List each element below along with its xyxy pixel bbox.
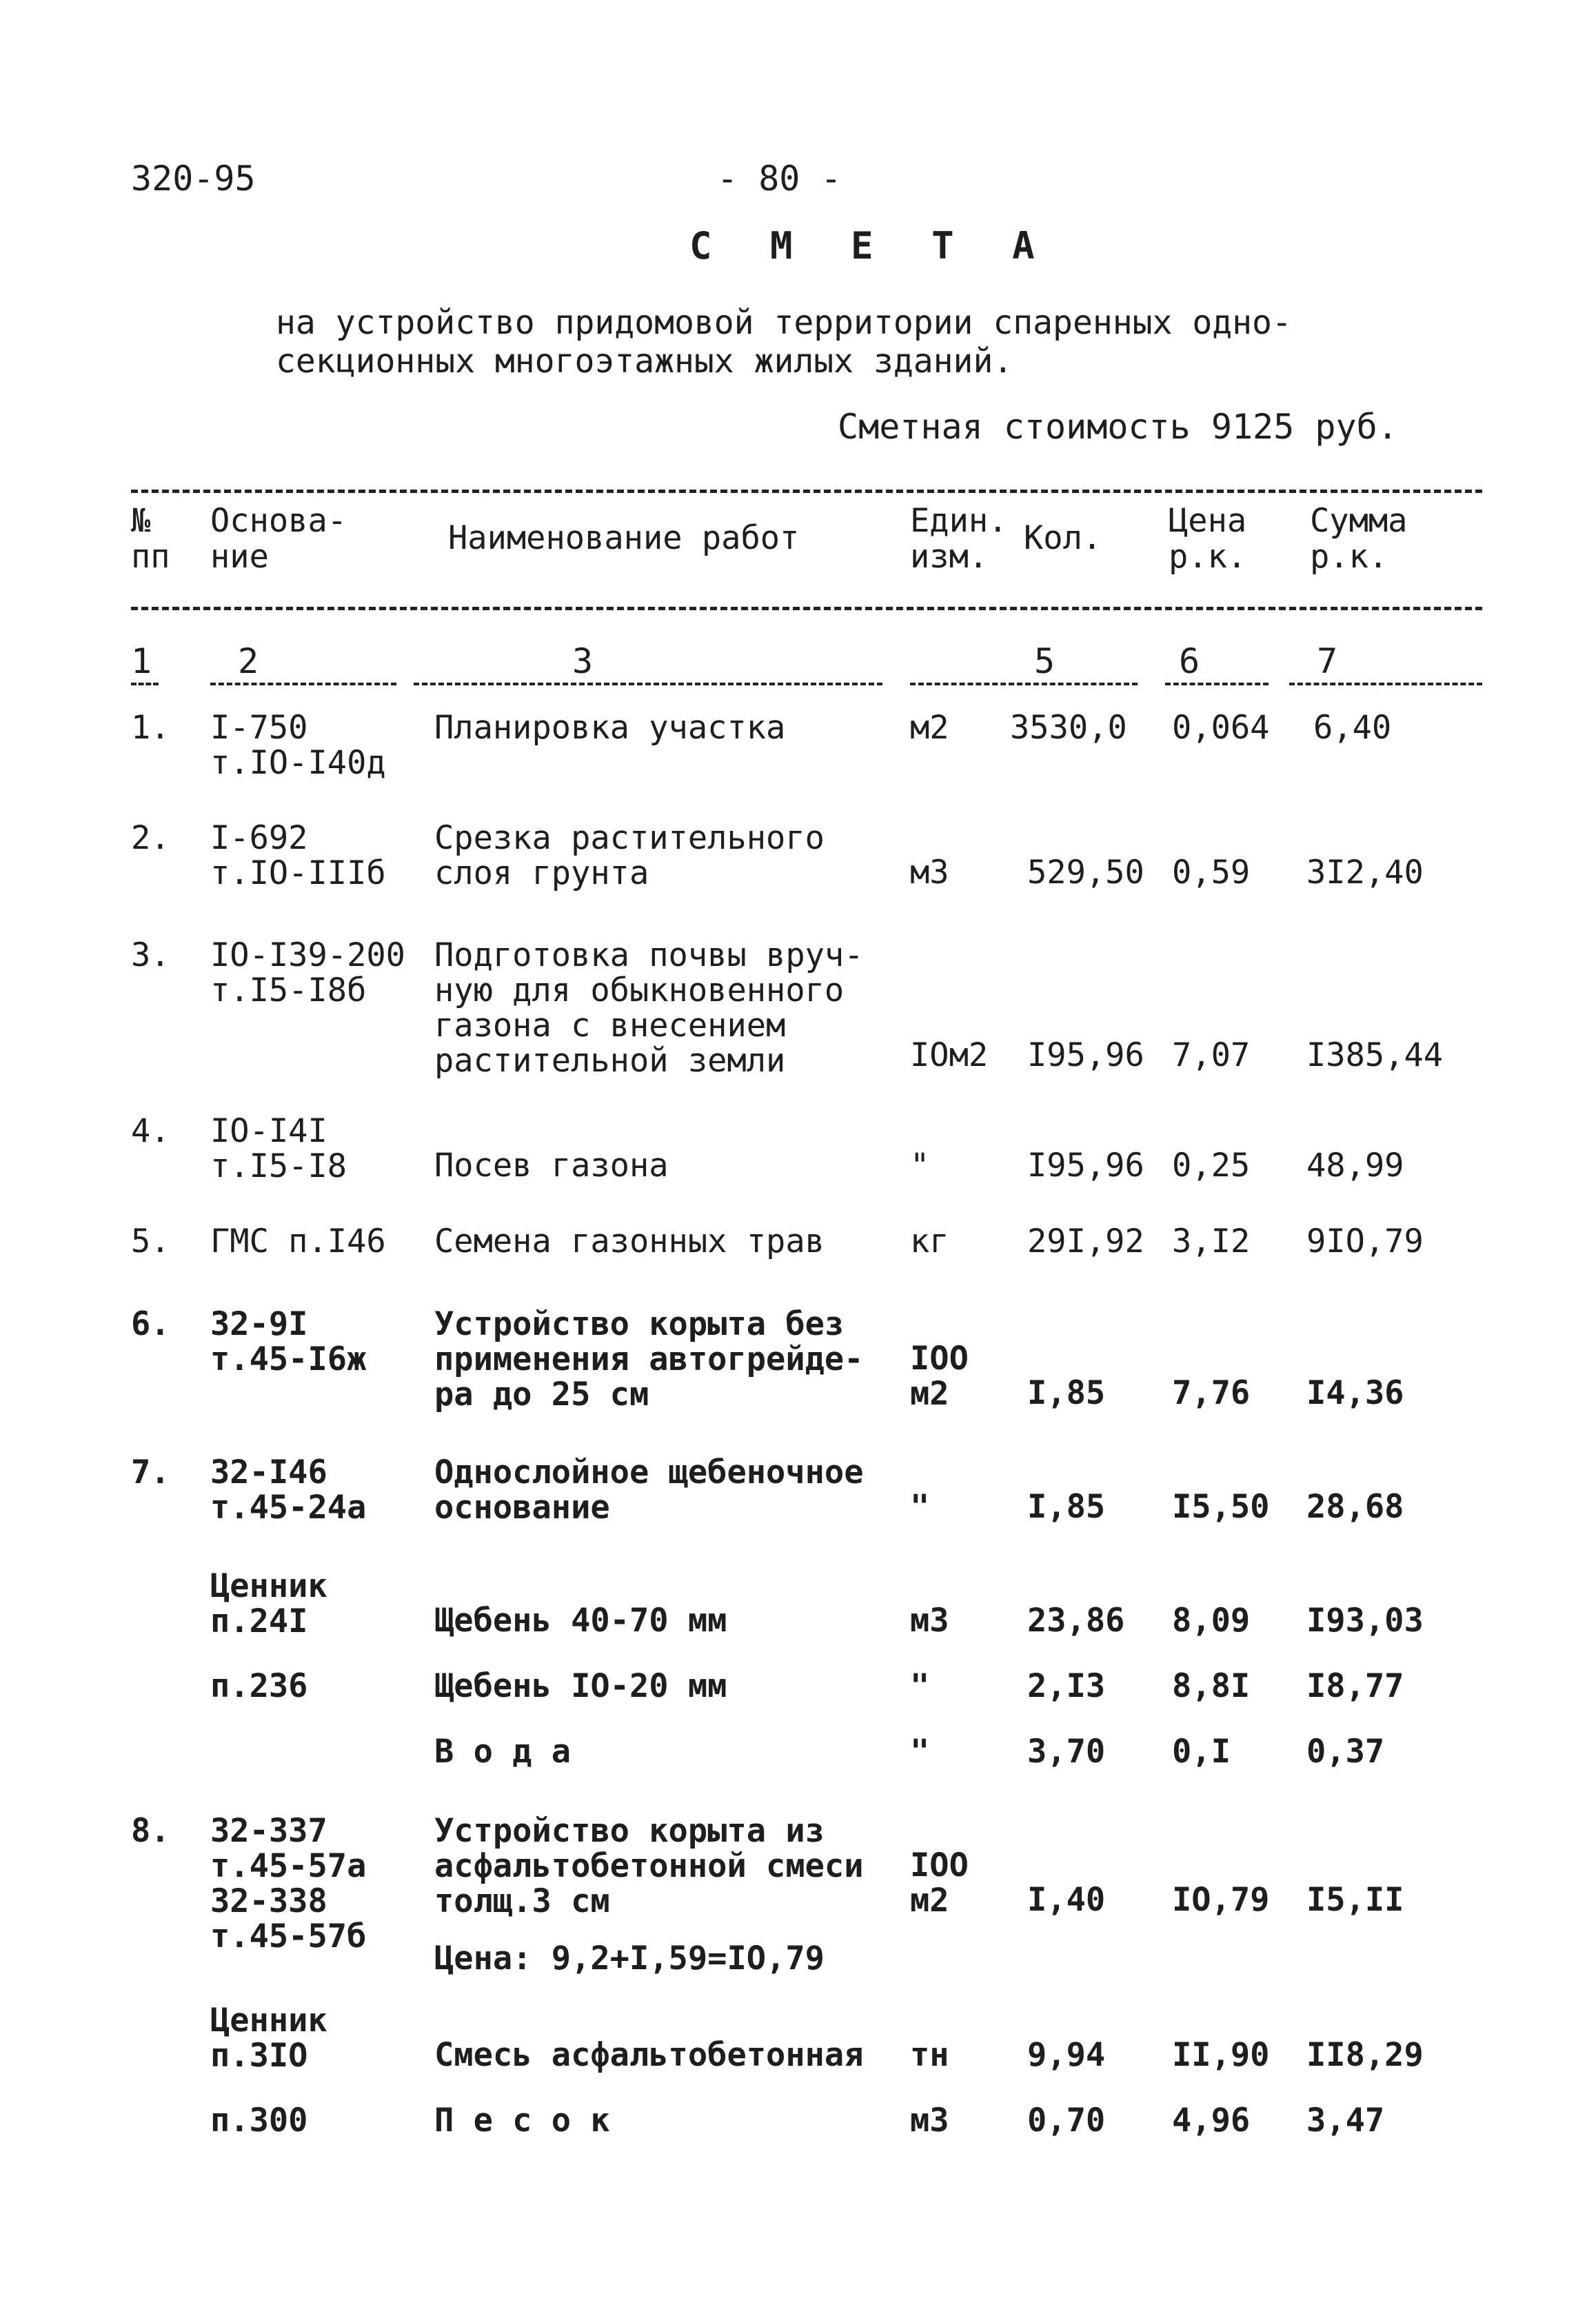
row-name: Семена газонных трав bbox=[434, 1222, 825, 1260]
row-basis: IO-I39-200 т.I5-I8б bbox=[210, 936, 405, 1009]
row-sum: 48,99 bbox=[1306, 1147, 1404, 1185]
row-basis: п.300 bbox=[210, 2102, 308, 2140]
row-basis: ГМС п.I46 bbox=[210, 1222, 386, 1260]
row-qty: 2,I3 bbox=[1027, 1667, 1106, 1705]
row-basis: I-750 т.IO-I40д bbox=[210, 709, 386, 782]
row-qty: 23,86 bbox=[1027, 1602, 1125, 1640]
table-top-rule bbox=[131, 490, 1482, 493]
header-unit: Един. изм. bbox=[910, 502, 1008, 576]
row-num: 1. bbox=[131, 709, 170, 747]
column-number: 5 bbox=[910, 641, 1138, 685]
column-number: 6 bbox=[1165, 641, 1269, 685]
row-sum: 9IO,79 bbox=[1306, 1222, 1424, 1260]
row-unit: " bbox=[910, 1488, 930, 1526]
row-qty: 9,94 bbox=[1027, 2036, 1106, 2074]
row-qty: I,85 bbox=[1027, 1374, 1106, 1412]
row-price: IO,79 bbox=[1172, 1881, 1270, 1919]
row-num: 4. bbox=[131, 1112, 170, 1150]
row-name: П е с о к bbox=[434, 2102, 610, 2140]
row-qty: I,40 bbox=[1027, 1881, 1106, 1919]
row-unit: IOO м2 bbox=[910, 1846, 969, 1920]
row-num: 8. bbox=[131, 1812, 170, 1850]
row-unit: м2 bbox=[910, 709, 949, 747]
row-name: Устройство корыта из асфальтобетонной смеси толщ.3 см bbox=[434, 1812, 864, 1920]
row-name: Планировка участка bbox=[434, 709, 786, 747]
row-sum: 28,68 bbox=[1306, 1488, 1404, 1526]
row-price: 0,064 bbox=[1172, 709, 1270, 747]
row-sum: 3,47 bbox=[1306, 2102, 1385, 2140]
row-price: 8,8I bbox=[1172, 1667, 1251, 1705]
row-unit: тн bbox=[910, 2036, 949, 2074]
row-basis: 32-9I т.45-I6ж bbox=[210, 1305, 367, 1378]
row-name: Смесь асфальтобетонная bbox=[434, 2036, 864, 2074]
row-sum: I93,03 bbox=[1306, 1602, 1424, 1640]
row-unit: кг bbox=[910, 1222, 949, 1260]
column-number: 7 bbox=[1289, 641, 1482, 685]
row-sum: I4,36 bbox=[1306, 1374, 1404, 1412]
row-price: 4,96 bbox=[1172, 2102, 1251, 2140]
header-name: Наименование работ bbox=[448, 519, 800, 557]
table-header-rule bbox=[131, 607, 1482, 610]
row-sum: I8,77 bbox=[1306, 1667, 1404, 1705]
row-basis: IO-I4I т.I5-I8 bbox=[210, 1112, 347, 1185]
row-sum: 0,37 bbox=[1306, 1733, 1385, 1771]
row-basis: I-692 т.IO-IIIб bbox=[210, 819, 386, 892]
document-title: С М Е Т А bbox=[689, 224, 1053, 268]
row-qty: 0,70 bbox=[1027, 2102, 1106, 2140]
row-unit: " bbox=[910, 1733, 930, 1771]
row-unit: IOO м2 bbox=[910, 1340, 969, 1413]
header-num: № пп bbox=[131, 502, 170, 576]
row-qty: 29I,92 bbox=[1027, 1222, 1144, 1260]
row-num: 2. bbox=[131, 819, 170, 857]
row-basis: 32-I46 т.45-24а bbox=[210, 1453, 367, 1527]
row-qty: I95,96 bbox=[1027, 1036, 1144, 1074]
row-name: Щебень IO-20 мм bbox=[434, 1667, 727, 1705]
row-qty: I,85 bbox=[1027, 1488, 1106, 1526]
row-unit: " bbox=[910, 1667, 930, 1705]
row-unit: м3 bbox=[910, 854, 949, 892]
row-qty: 3,70 bbox=[1027, 1733, 1106, 1771]
row-sum: 3I2,40 bbox=[1306, 854, 1424, 892]
row-basis: п.236 bbox=[210, 1667, 308, 1705]
row-name: В о д а bbox=[434, 1733, 572, 1771]
header-basis: Основа- ние bbox=[210, 502, 347, 576]
row-num: 3. bbox=[131, 936, 170, 974]
header-price: Цена р.к. bbox=[1169, 502, 1247, 576]
row-name: Щебень 40-70 мм bbox=[434, 1602, 727, 1640]
row-price: II,90 bbox=[1172, 2036, 1270, 2074]
row-price: 8,09 bbox=[1172, 1602, 1251, 1640]
row-price: 0,25 bbox=[1172, 1147, 1251, 1185]
estimated-cost: Сметная стоимость 9125 руб. bbox=[838, 407, 1398, 447]
header-qty: Кол. bbox=[1024, 519, 1102, 557]
row-qty: 529,50 bbox=[1027, 854, 1144, 892]
row-sum: II8,29 bbox=[1306, 2036, 1424, 2074]
row-sum: I385,44 bbox=[1306, 1036, 1444, 1074]
document-subtitle: на устройство придомовой территории спаренных одно- секционных многоэтажных жилых зданий. bbox=[276, 303, 1292, 381]
row-num: 6. bbox=[131, 1305, 170, 1343]
row-sum: I5,II bbox=[1306, 1881, 1404, 1919]
row-name: Посев газона bbox=[434, 1147, 669, 1185]
column-number: 2 bbox=[210, 641, 396, 685]
price-formula: Цена: 9,2+I,59=IO,79 bbox=[434, 1940, 825, 1977]
row-sum: 6,40 bbox=[1313, 709, 1392, 747]
row-basis: Ценник п.3IO bbox=[210, 2002, 327, 2075]
column-number: 3 bbox=[414, 641, 882, 685]
row-unit: м3 bbox=[910, 2102, 949, 2140]
row-unit: м3 bbox=[910, 1602, 949, 1640]
row-name: Срезка растительного слоя грунта bbox=[434, 819, 825, 892]
row-num: 7. bbox=[131, 1453, 170, 1491]
page-number: - 80 - bbox=[717, 159, 842, 199]
document-code: 320-95 bbox=[131, 159, 256, 199]
row-unit: IOм2 bbox=[910, 1036, 989, 1074]
header-sum: Сумма р.к. bbox=[1310, 502, 1408, 576]
row-basis: 32-337 т.45-57а 32-338 т.45-57б bbox=[210, 1812, 367, 1955]
row-name: Устройство корыта без применения автогрейде- ра до 25 см bbox=[434, 1305, 864, 1413]
row-price: 0,I bbox=[1172, 1733, 1231, 1771]
row-qty: 3530,0 bbox=[1010, 709, 1127, 747]
row-price: I5,50 bbox=[1172, 1488, 1270, 1526]
column-number: 1 bbox=[131, 641, 159, 685]
row-num: 5. bbox=[131, 1222, 170, 1260]
row-unit: " bbox=[910, 1147, 930, 1185]
row-qty: I95,96 bbox=[1027, 1147, 1144, 1185]
row-name: Подготовка почвы вруч- ную для обыкновенного газона с внесением растительной земли bbox=[434, 936, 864, 1080]
row-price: 7,07 bbox=[1172, 1036, 1251, 1074]
row-basis: Ценник п.24I bbox=[210, 1567, 327, 1640]
row-price: 7,76 bbox=[1172, 1374, 1251, 1412]
row-price: 3,I2 bbox=[1172, 1222, 1251, 1260]
row-name: Однослойное щебеночное основание bbox=[434, 1453, 864, 1527]
row-price: 0,59 bbox=[1172, 854, 1251, 892]
